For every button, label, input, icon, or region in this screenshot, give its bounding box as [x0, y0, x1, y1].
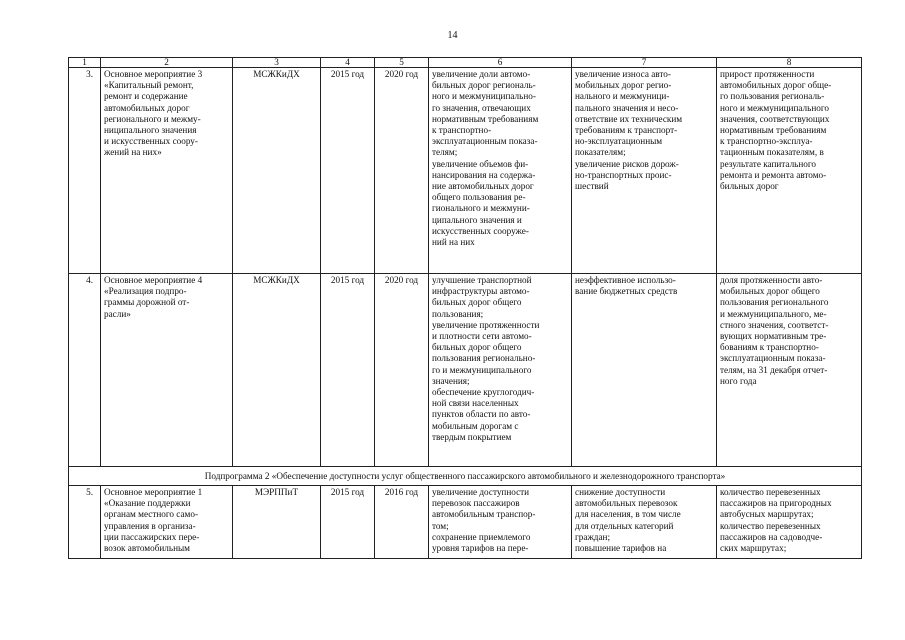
column-number: 6 [429, 58, 572, 68]
column-number: 2 [101, 58, 233, 68]
start-year: 2015 год [321, 274, 375, 467]
end-year: 2016 год [375, 486, 429, 559]
column-number: 4 [321, 58, 375, 68]
column-number: 7 [572, 58, 717, 68]
related-indicator: количество перевезенных пассажиров на пригородных автобусных маршрутах; количество перевезенных пассажиров на садоводче- ских маршрутах; [717, 486, 862, 559]
column-number: 3 [233, 58, 321, 68]
related-indicator: доля протяженности авто- мобильных дорог общего пользования регионального и межмуниципального, ме- стного значения, соответст- вующих нормативным тре- бованиям к транспортно- эксплуатационным показа- телям, на 31 декабря отчет- ного года [717, 274, 862, 467]
table-row [69, 274, 862, 467]
subprogram-heading-row [69, 467, 862, 486]
page-number: 14 [447, 30, 458, 41]
start-year: 2015 год [321, 68, 375, 274]
end-year: 2020 год [375, 274, 429, 467]
column-number: 5 [375, 58, 429, 68]
non-implementation-consequences: неэффективное использо- вание бюджетных средств [572, 274, 717, 467]
table-row [69, 68, 862, 274]
executor: МЭРППиТ [233, 486, 321, 559]
measure-name: Основное мероприятие 4 «Реализация подпро- граммы дорожной от- расли» [101, 274, 233, 467]
measure-name: Основное мероприятие 1 «Оказание поддержки органам местного само- управления в организа- ции пассажирских пере- возок автомобильным [101, 486, 233, 559]
executor: МСЖКиДХ [233, 274, 321, 467]
non-implementation-consequences: увеличение износа авто- мобильных дорог регио- нального и межмуници- пального значения и несо- ответствие их техническим требованиям к транспорт- но-эксплуатационным показателям; увеличение рисков дорож- но-транспортных проис- шествий [572, 68, 717, 274]
row-number: 4. [69, 274, 101, 467]
row-number: 5. [69, 486, 101, 559]
subprogram-heading: Подпрограмма 2 «Обеспечение доступности услуг общественного пассажирского автомобильного и железнодорожного транспорта» [69, 467, 862, 486]
column-number-row [69, 58, 862, 68]
expected-result: увеличение доли автомо- бильных дорог региональ- ного и межмуниципально- го значения, отвечающих нормативным требованиям к транспортно- эксплуатационным показа- телям; увеличение объемов фи- нансирования на содержа- ние автомобильных дорог общего пользования ре- гионального и межмуни- ципального значения и искусственных сооруже- ний на них [429, 68, 572, 274]
executor: МСЖКиДХ [233, 68, 321, 274]
table-row [69, 486, 862, 559]
row-number: 3. [69, 68, 101, 274]
column-number: 1 [69, 58, 101, 68]
measures-table [68, 57, 862, 559]
expected-result: увеличение доступности перевозок пассажиров автомобильным транспор- том; сохранение приемлемого уровня тарифов на пере- [429, 486, 572, 559]
expected-result: улучшение транспортной инфраструктуры автомо- бильных дорог общего пользования; увеличение протяженности и плотности сети автомо- бильных дорог общего пользования регионально- го и межмуниципального значения; обеспечение круглогодич- ной связи населенных пунктов области по авто- мобильным дорогам с твердым покрытием [429, 274, 572, 467]
column-number: 8 [717, 58, 862, 68]
related-indicator: прирост протяженности автомобильных дорог обще- го пользования региональ- ного и межмуниципального значения, соответствующих нормативным требованиям к транспортно-эксплуа- тационным показателям, в результате капитального ремонта и ремонта автомо- бильных дорог [717, 68, 862, 274]
measure-name: Основное мероприятие 3 «Капитальный ремонт, ремонт и содержание автомобильных дорог регионального и межму- ниципального значения и искусственных соору- жений на них» [101, 68, 233, 274]
end-year: 2020 год [375, 68, 429, 274]
start-year: 2015 год [321, 486, 375, 559]
non-implementation-consequences: снижение доступности автомобильных перевозок для населения, в том числе для отдельных категорий граждан; повышение тарифов на [572, 486, 717, 559]
